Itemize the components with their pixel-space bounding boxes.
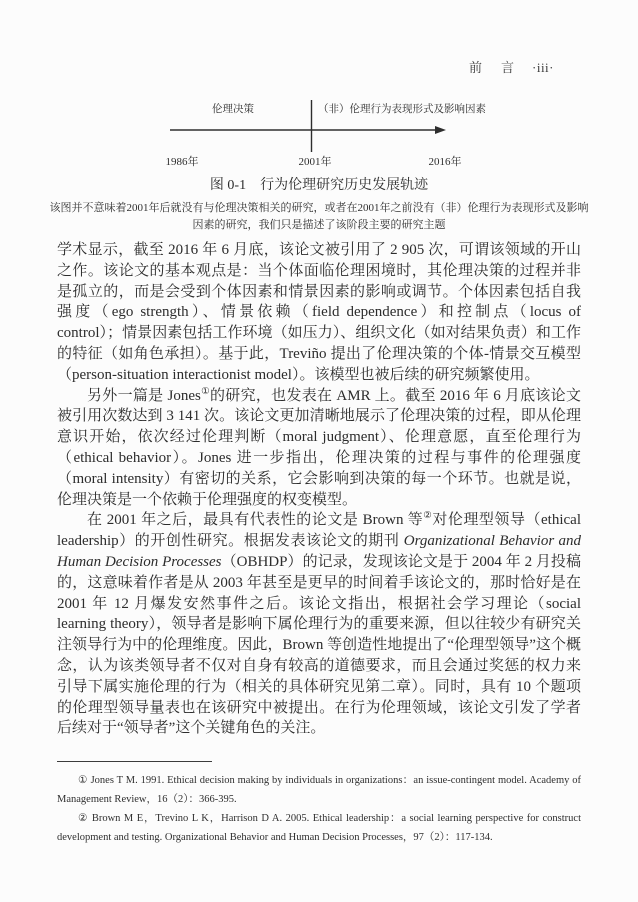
footnote-1 <box>57 771 581 809</box>
paragraph-3-text: （OBHDP）的记录，发现该论文是于 2004 年 2 月投稿的，这意味着作者是从 2003 年甚至是更早的时间着手该论文的，那时恰好是在 2001 年 12 月爆发安然事件之后。该论文指出，根据社会学习理论（social learning theory），领导者是影响下属伦理行为的重要来源，但以往较少有研究关注领导行为中的伦理维度。因此，Brown 等创造性地提出了“伦理型领导”这个概念，认为该类领导者不仅对自身有较高的道德要求，而且会通过奖惩的权力来引导下属实施伦理的行为（相关的具体研究见第二章）。同时，具有 10 个题项的伦理型领导量表也在该研究中被提出。在行为伦理领域，该论文引发了学者后续对于“领导者”这个关键角色的关注。 <box>57 553 581 737</box>
footnote-1-marker: ① <box>78 775 88 786</box>
journal-title: Organizational Behavior and Human Decision Processes <box>57 533 581 570</box>
timeline-year-1986: 1986年 <box>165 156 199 168</box>
figure-caption: 图 0-1 行为伦理研究历史发展轨迹 <box>209 178 429 193</box>
figure-note-line1: 该图并不意味着2001年后就没有与伦理决策相关的研究，或者在2001年之前没有（非）伦理行为表现形式及影响 <box>49 202 589 214</box>
body-text <box>57 240 581 739</box>
footnote-1-text: Jones T M. 1991. Ethical decision making by individuals in organizations：an issue-contingent model. Academy of Management Review，16（2）：366-395. <box>57 775 582 805</box>
footnotes-section <box>57 761 581 847</box>
timeline-right-label: （非）伦理行为表现形式及影响因素 <box>318 104 486 115</box>
paragraph-3-text: 对伦理型领导（ethical leadership）的开创性研究。根据发表该论文的期刊 <box>57 512 581 550</box>
footnote-separator <box>57 761 212 762</box>
footnote-2-marker: ② <box>78 813 89 824</box>
page-number: ·iii· <box>532 60 554 75</box>
paragraph-2-text: 的研究，也发表在 AMR 上。截至 2016 年 6 月底该论文被引用次数达到 3 141 次。该论文更加清晰地展示了伦理决策的过程，即从伦理意识开始，依次经过伦理判断（moral judgment）、伦理意愿，直至伦理行为（ethical behavior）。Jones 进一步指出，伦理决策的过程与事件的伦理强度（moral intensity）有密切的关系，它会影响到决策的每一个环节。也就是说，伦理决策是一个依赖于伦理强度的权变模型。 <box>57 387 581 508</box>
running-head <box>469 61 554 75</box>
footnote-ref-2: ② <box>423 511 433 522</box>
timeline-diagram <box>0 97 638 169</box>
paragraph-1: 学术显示，截至 2016 年 6 月底，该论文被引用了 2 905 次，可谓该领域的开山之作。该论文的基本观点是：当个体面临伦理困境时，其伦理决策的过程并非是孤立的，而是会受到个体因素和情景因素的影响或调节。个体因素包括自我强度（ego strength）、情景依赖（field dependence）和控制点（locus of control）；情景因素包括工作环境（如压力）、组织文化（如对结果负责）和工作的特征（如角色承担）。基于此，Treviño 提出了伦理决策的个体-情景交互模型（person-situation interactionist model）。该模型也被后续的研究频繁使用。 <box>57 242 581 383</box>
paragraph-2 <box>57 386 581 511</box>
paragraph-3-text: 在 2001 年之后，最具有代表性的论文是 Brown 等 <box>87 512 424 529</box>
footnote-2-text: Brown M E，Trevino L K，Harrison D A. 2005. Ethical leadership：a social learning perspective for construct development and testing. Organizational Behavior and Human Decision Processes，97（2）：117-134. <box>57 813 581 843</box>
footnote-2 <box>57 809 581 847</box>
timeline-arrowhead-icon <box>435 126 446 134</box>
figure-0-1 <box>0 97 638 233</box>
timeline-left-label: 伦理决策 <box>212 104 254 115</box>
paragraph-2-text: 另外一篇是 Jones <box>87 387 201 404</box>
paragraph-3 <box>57 510 581 739</box>
timeline-year-2001: 2001年 <box>298 156 332 168</box>
figure-note-line2: 因素的研究，我们只是描述了该阶段主要的研究主题 <box>192 218 446 231</box>
running-head-title: 前 言 <box>468 60 517 75</box>
footnote-ref-1: ① <box>200 386 210 397</box>
figure-note <box>0 200 638 233</box>
timeline-year-2016: 2016年 <box>428 156 462 168</box>
